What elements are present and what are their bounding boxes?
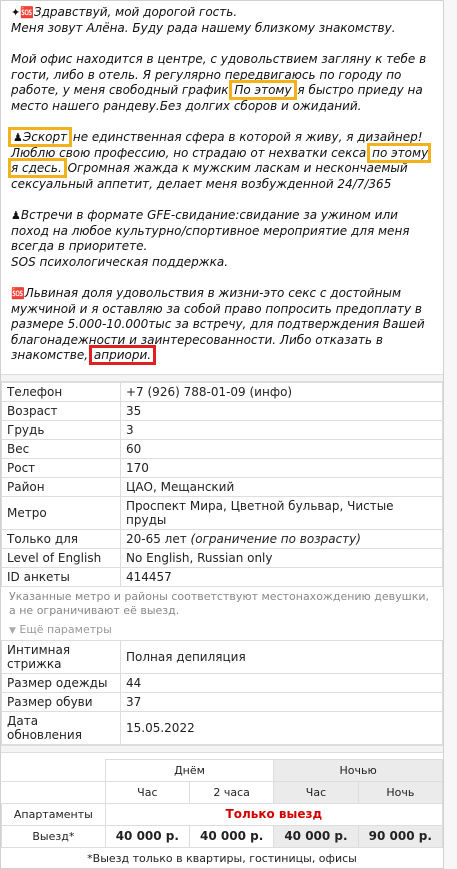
table-row (2, 673, 443, 692)
sos-support-text: SOS психологическая поддержка. (11, 254, 229, 269)
district-value[interactable]: ЦАО, Мещанский (121, 477, 443, 496)
age-range: 20-65 лет (126, 531, 191, 546)
table-row (2, 640, 443, 673)
outcall-footnote: *Выезд только в квартиры, гостиницы, офисы (87, 851, 357, 865)
table-row (2, 458, 443, 477)
location-note: Указанные метро и районы соответствуют местонахождению девушки, а не ограничивают её выезд. (9, 589, 430, 617)
escort-word: Эскорт (22, 130, 68, 144)
greeting-line2: Меня зовут Алёна. Буду рада нашему близкому знакомству. (11, 20, 396, 35)
empty-cell (2, 759, 106, 781)
prices-table (1, 759, 443, 848)
param-label: Метро (2, 496, 121, 529)
price-cell: 40 000 р. (274, 825, 358, 847)
col-day-hour: Час (105, 781, 189, 803)
apartments-label: Апартаменты (2, 803, 106, 825)
param-value: 414457 (121, 567, 443, 586)
param-label: Интимная стрижка (2, 640, 121, 673)
param-value: 15.05.2022 (121, 711, 443, 744)
table-row (2, 382, 443, 401)
price-cell: 40 000 р. (105, 825, 189, 847)
section-divider (1, 374, 443, 382)
apartments-row (2, 803, 443, 825)
escort-text-a: не единственная сфера в которой я живу, я дизайнер!Люблю свою профессию, но страдаю от нехватки секса (11, 130, 423, 160)
table-row (2, 477, 443, 496)
param-value: 60 (121, 439, 443, 458)
table-row (2, 401, 443, 420)
metro-value[interactable]: Проспект Мира, Цветной бульвар, Чистые пруды (121, 496, 443, 529)
triangle-down-icon: ▼ (9, 625, 16, 636)
more-params-label: Ещё параметры (19, 622, 112, 636)
col-night-full: Ночь (358, 781, 442, 803)
highlight-po-etomu: По этому (234, 83, 292, 97)
table-row (2, 692, 443, 711)
param-value: 37 (121, 692, 443, 711)
param-label: Вес (2, 439, 121, 458)
table-row (2, 529, 443, 548)
prepayment-paragraph (11, 286, 435, 364)
param-label: Размер обуви (2, 692, 121, 711)
param-value: 170 (121, 458, 443, 477)
param-value: 3 (121, 420, 443, 439)
office-text-b: я быстро приеду на место нашего рандеву.Без долгих сборов и ожиданий. (11, 83, 423, 113)
param-label: Район (2, 477, 121, 496)
phone-value[interactable]: +7 (926) 788-01-09 (инфо) (121, 382, 443, 401)
highlight-po-etomu-sdes: по этому я сдесь. (11, 145, 429, 175)
price-cell: 40 000 р. (190, 825, 274, 847)
escort-text-b: Огромная жажда к мужским ласкам и нескончаемый сексуальный аппетит, делает меня возбужденной 24/7/365 (11, 161, 408, 191)
sparkle-icon: ✦ (11, 6, 21, 19)
highlight-apriori: априори. (93, 348, 152, 362)
price-cell: 90 000 р. (358, 825, 442, 847)
param-value (121, 529, 443, 548)
table-row (2, 496, 443, 529)
sos-icon: 🆘 (20, 6, 34, 19)
more-params-toggle[interactable] (1, 620, 443, 640)
param-value: Полная депиляция (121, 640, 443, 673)
param-label: Телефон (2, 382, 121, 401)
night-header: Ночью (274, 759, 443, 781)
param-label: Только для (2, 529, 121, 548)
greeting-paragraph (11, 5, 435, 36)
profile-description (1, 1, 443, 374)
param-label: ID анкеты (2, 567, 121, 586)
highlight-escort (11, 130, 69, 144)
prepayment-text: Львиная доля удовольствия в жизни-это секс с достойным мужчиной и я оставляю за собой право попросить предоплату в размере 5.000-10.000тыс за встречу, для подтверждения Вашей благонадежности и заинтересованности. Либо отказать в знакомстве, (11, 286, 425, 362)
outcall-label: Выезд* (2, 825, 106, 847)
table-row (2, 567, 443, 586)
table-row (2, 548, 443, 567)
prices-period-row (2, 759, 443, 781)
office-paragraph (11, 52, 435, 114)
apartments-value: Только выезд (105, 803, 442, 825)
age-note: (ограничение по возрасту) (190, 531, 361, 546)
table-row (2, 420, 443, 439)
param-label: Рост (2, 458, 121, 477)
col-night-hour: Час (274, 781, 358, 803)
param-label: Level of English (2, 548, 121, 567)
gfe-paragraph (11, 208, 435, 270)
table-row (2, 711, 443, 744)
figure-icon: ♟ (11, 209, 21, 222)
prices-duration-row (2, 781, 443, 803)
param-label: Размер одежды (2, 673, 121, 692)
param-value: 44 (121, 673, 443, 692)
empty-cell (2, 781, 106, 803)
table-row (2, 439, 443, 458)
param-label: Грудь (2, 420, 121, 439)
col-day-2hours: 2 часа (190, 781, 274, 803)
param-label: Дата обновления (2, 711, 121, 744)
params-table-extra (1, 640, 443, 745)
outcall-row (2, 825, 443, 847)
section-divider (1, 745, 443, 753)
day-header: Днём (105, 759, 274, 781)
param-label: Возраст (2, 401, 121, 420)
office-text-a: Мой офис находится в центре, с удовольствием загляну к тебе в гости, либо в отель. Я регулярно передвигаюсь по городу по работе, у меня свободный график (11, 52, 427, 97)
param-value: 35 (121, 401, 443, 420)
param-value: No English, Russian only (121, 548, 443, 567)
gfe-text: Встречи в формате GFE-свидание:свидание за ужином или поход на любое культурно/спортивное мероприятие для меня всегда в приоритете. (11, 208, 410, 253)
greeting-line1: Здравствуй, мой дорогой гость. (33, 5, 238, 19)
params-table (1, 382, 443, 587)
figure-icon: ♟ (13, 131, 23, 144)
escort-paragraph (11, 130, 435, 192)
sos-icon: 🆘 (11, 287, 25, 300)
